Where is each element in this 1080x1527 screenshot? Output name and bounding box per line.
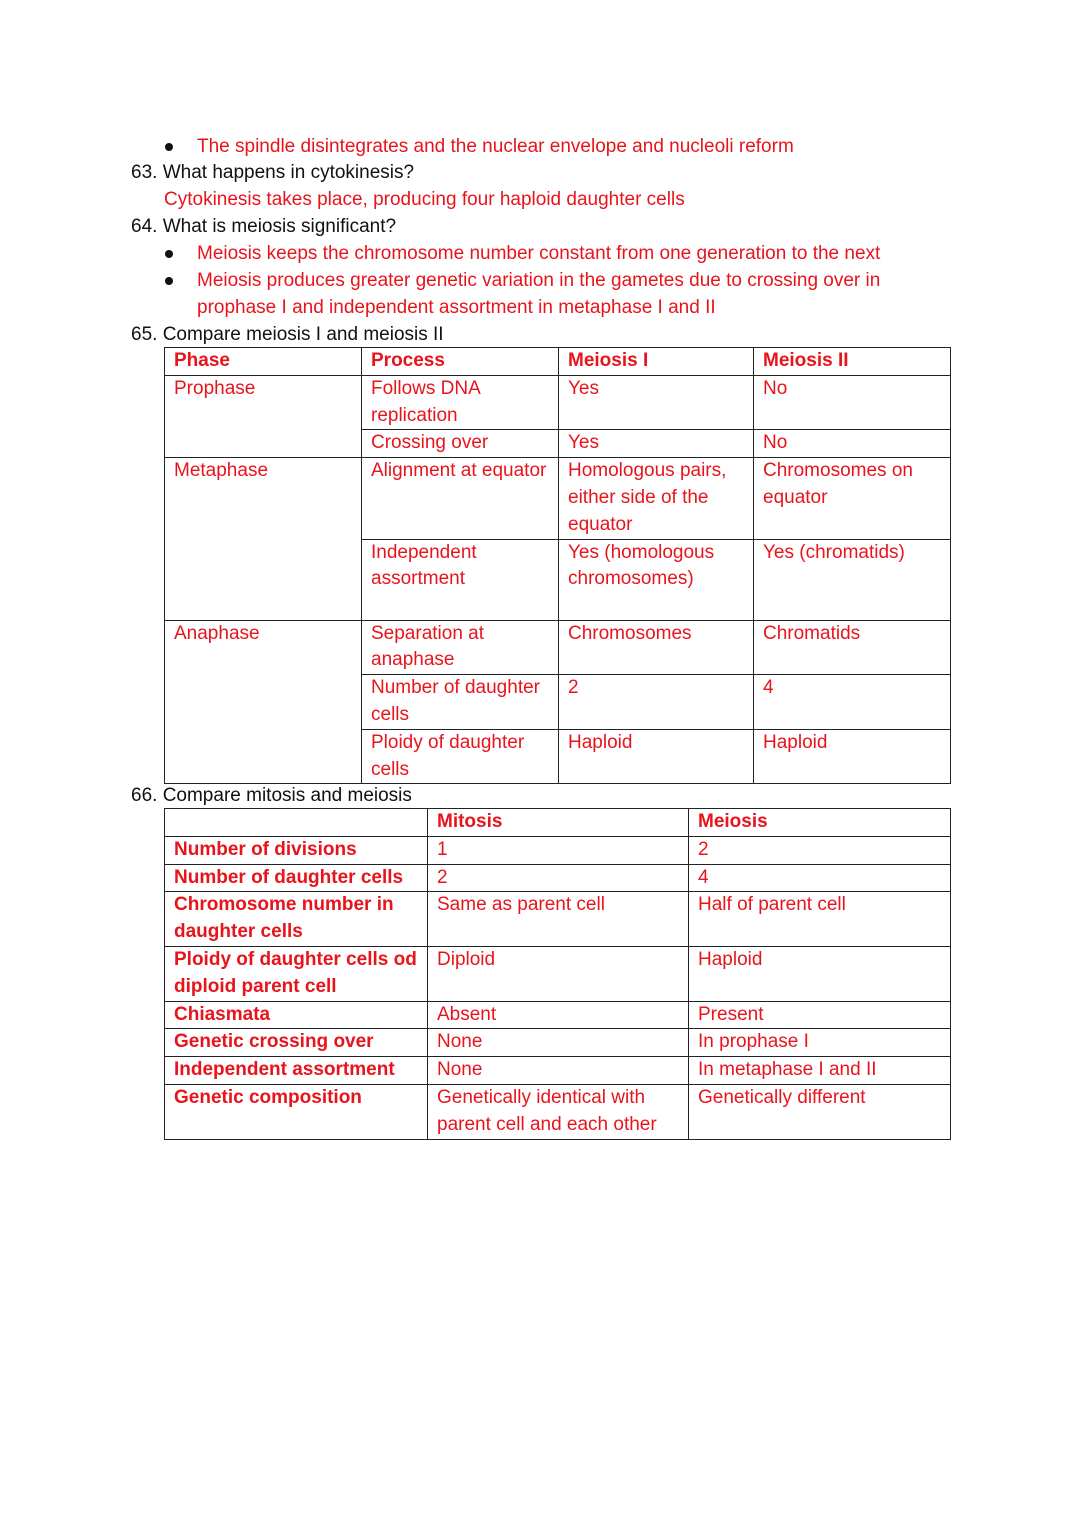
table-row	[165, 1057, 951, 1085]
meiosis1-cell: Homologous pairs, either side of the equator	[559, 458, 754, 539]
table-header-row	[165, 348, 951, 376]
q62-bullet-1: The spindle disintegrates and the nuclear envelope and nucleoli reform	[197, 136, 794, 157]
table-row	[165, 375, 951, 430]
header-cell: Phase	[165, 348, 362, 376]
mitosis-cell: Absent	[428, 1001, 689, 1029]
meiosis-cell: In prophase I	[689, 1029, 951, 1057]
process-cell: Crossing over	[362, 430, 559, 458]
meiosis-cell: Haploid	[689, 946, 951, 1001]
meiosis2-cell: Haploid	[754, 729, 951, 784]
phase-cell: Anaphase	[165, 620, 362, 784]
header-cell: Meiosis II	[754, 348, 951, 376]
q64-bullet-2-cont: prophase I and independent assortment in metaphase I and II	[197, 297, 716, 318]
q64-bullet-2: Meiosis produces greater genetic variation in the gametes due to crossing over in	[197, 270, 881, 291]
meiosis2-cell: No	[754, 375, 951, 430]
feature-cell: Chiasmata	[165, 1001, 428, 1029]
meiosis2-cell: 4	[754, 675, 951, 730]
meiosis-cell: 2	[689, 836, 951, 864]
bullet-icon	[165, 143, 173, 151]
meiosis2-cell: Chromosomes on equator	[754, 458, 951, 539]
table-row	[165, 620, 951, 675]
table-row	[165, 836, 951, 864]
bullet-icon	[165, 277, 173, 285]
bullet-icon	[165, 250, 173, 258]
feature-cell: Number of daughter cells	[165, 864, 428, 892]
table-row	[165, 1084, 951, 1139]
table-row	[165, 458, 951, 539]
mitosis-cell: Diploid	[428, 946, 689, 1001]
phase-cell: Metaphase	[165, 458, 362, 620]
meiosis1-cell: Yes	[559, 430, 754, 458]
header-cell	[165, 809, 428, 837]
feature-cell: Genetic crossing over	[165, 1029, 428, 1057]
meiosis1-cell: Haploid	[559, 729, 754, 784]
feature-cell: Genetic composition	[165, 1084, 428, 1139]
meiosis1-cell: Chromosomes	[559, 620, 754, 675]
q65-question: 65. Compare meiosis I and meiosis II	[131, 324, 444, 345]
table-row	[165, 892, 951, 947]
mitosis-meiosis-table	[164, 808, 951, 1140]
q63-question: 63. What happens in cytokinesis?	[131, 162, 415, 183]
meiosis2-cell: Chromatids	[754, 620, 951, 675]
mitosis-cell: 1	[428, 836, 689, 864]
process-cell: Alignment at equator	[362, 458, 559, 539]
table-header-row	[165, 809, 951, 837]
process-cell: Separation at anaphase	[362, 620, 559, 675]
meiosis2-cell: No	[754, 430, 951, 458]
header-cell: Meiosis I	[559, 348, 754, 376]
meiosis2-cell: Yes (chromatids)	[754, 539, 951, 620]
meiosis-cell: In metaphase I and II	[689, 1057, 951, 1085]
mitosis-cell: None	[428, 1029, 689, 1057]
mitosis-cell: None	[428, 1057, 689, 1085]
feature-cell: Ploidy of daughter cells od diploid parent cell	[165, 946, 428, 1001]
meiosis-cell: Genetically different	[689, 1084, 951, 1139]
meiosis-cell: 4	[689, 864, 951, 892]
meiosis1-cell: Yes	[559, 375, 754, 430]
header-cell: Mitosis	[428, 809, 689, 837]
q64-question: 64. What is meiosis significant?	[131, 216, 397, 237]
meiosis-cell: Present	[689, 1001, 951, 1029]
phase-cell: Prophase	[165, 375, 362, 457]
feature-cell: Number of divisions	[165, 836, 428, 864]
meiosis-comparison-table	[164, 347, 951, 784]
q66-question: 66. Compare mitosis and meiosis	[131, 785, 412, 806]
header-cell: Process	[362, 348, 559, 376]
table-row	[165, 864, 951, 892]
header-cell: Meiosis	[689, 809, 951, 837]
feature-cell: Chromosome number in daughter cells	[165, 892, 428, 947]
feature-cell: Independent assortment	[165, 1057, 428, 1085]
meiosis-cell: Half of parent cell	[689, 892, 951, 947]
table-row	[165, 1029, 951, 1057]
process-cell: Independent assortment	[362, 539, 559, 620]
mitosis-cell: Genetically identical with parent cell and each other	[428, 1084, 689, 1139]
mitosis-cell: 2	[428, 864, 689, 892]
table-row	[165, 1001, 951, 1029]
table-row	[165, 946, 951, 1001]
mitosis-cell: Same as parent cell	[428, 892, 689, 947]
process-cell: Ploidy of daughter cells	[362, 729, 559, 784]
meiosis1-cell: Yes (homologous chromosomes)	[559, 539, 754, 620]
process-cell: Number of daughter cells	[362, 675, 559, 730]
q64-bullet-1: Meiosis keeps the chromosome number constant from one generation to the next	[197, 243, 881, 264]
q63-answer: Cytokinesis takes place, producing four haploid daughter cells	[164, 189, 685, 210]
process-cell: Follows DNA replication	[362, 375, 559, 430]
meiosis1-cell: 2	[559, 675, 754, 730]
